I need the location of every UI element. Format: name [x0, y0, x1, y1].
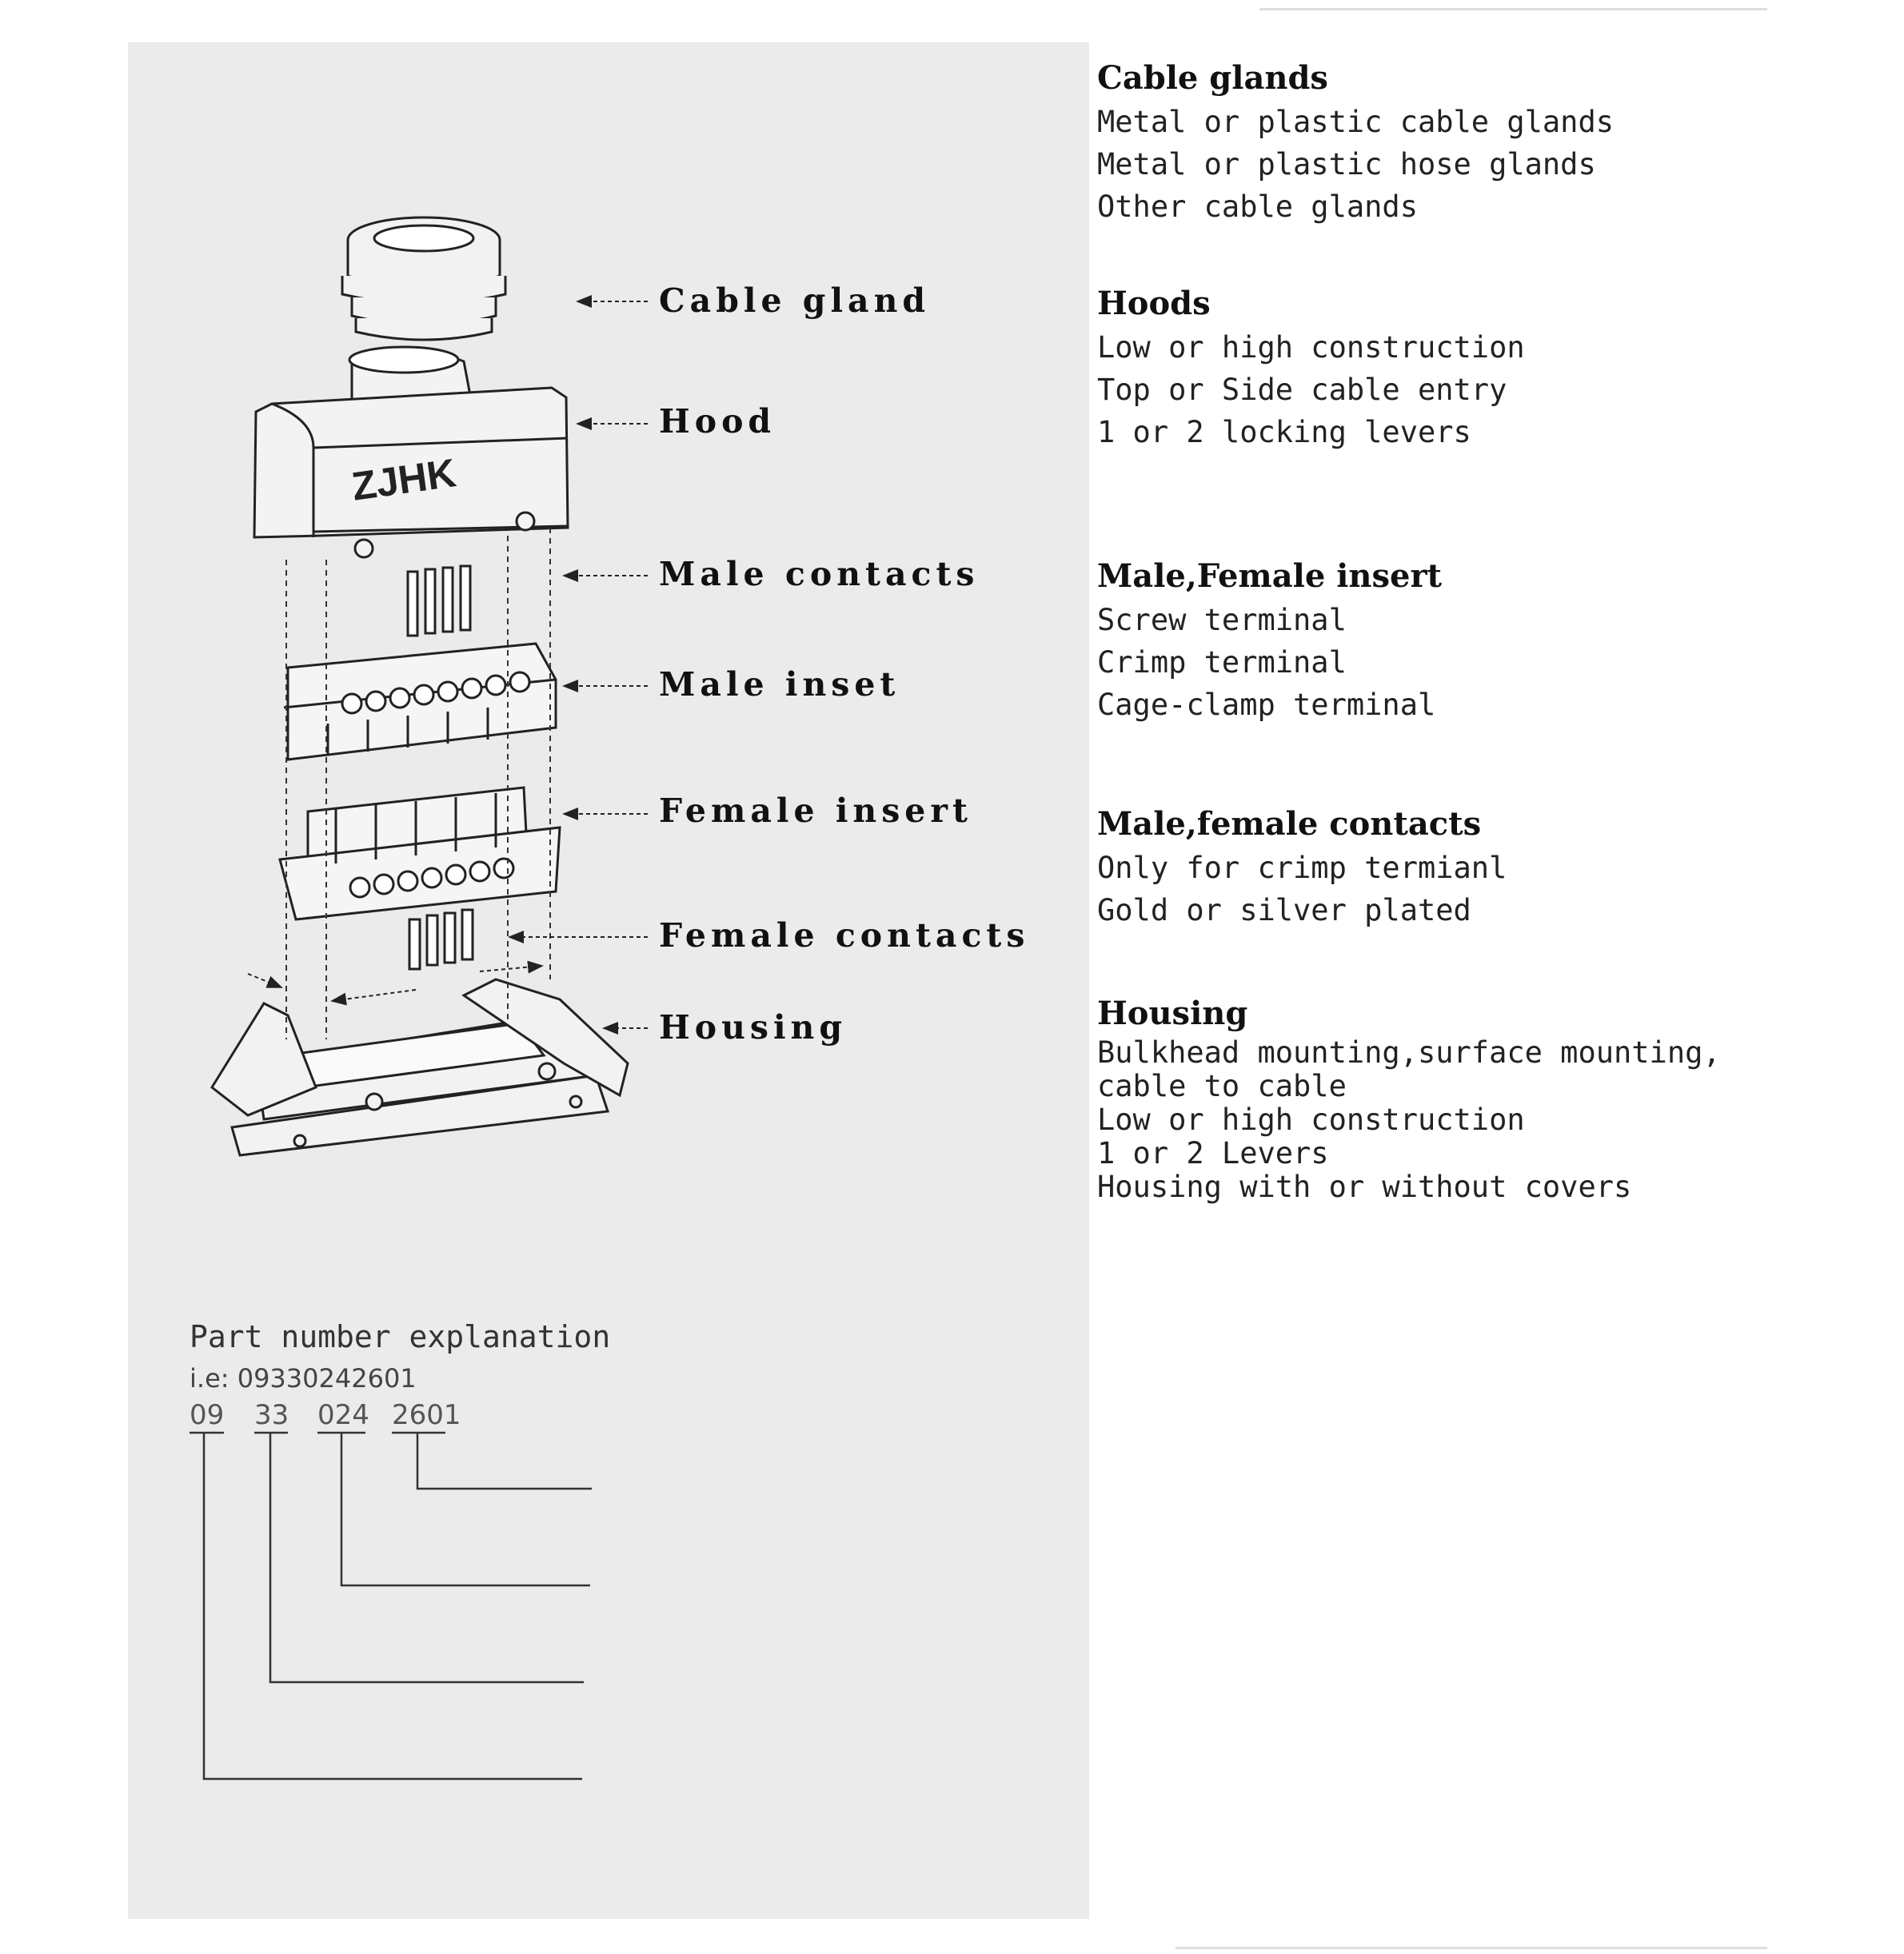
spec-cable-glands [1097, 56, 1614, 228]
spec-line: cable to cable [1097, 1069, 1347, 1103]
spec-line: Bulkhead mounting,surface mounting, [1097, 1035, 1721, 1070]
female-contacts-illustration [409, 910, 473, 969]
part-number-segment: 2601 [392, 1399, 461, 1431]
spec-line: Low or high construction [1097, 330, 1525, 365]
callout-hood: Hood [659, 402, 776, 441]
female-insert-illustration [280, 788, 560, 919]
spec-hoods [1097, 281, 1525, 453]
spec-line: Housing with or without covers [1097, 1170, 1632, 1204]
callout-housing: Housing [659, 1008, 848, 1047]
spec-line: Cage-clamp terminal [1097, 688, 1436, 722]
spec-line: Low or high construction [1097, 1103, 1525, 1137]
cable-gland-illustration [342, 217, 505, 340]
callout-female-insert: Female insert [659, 792, 972, 830]
callout-female-contacts: Female contacts [659, 916, 1030, 955]
part-number-example: i.e: 09330242601 [190, 1363, 417, 1394]
bottom-rule [1176, 1947, 1767, 1949]
part-number-segment: 024 [317, 1399, 369, 1431]
male-insert-illustration [284, 644, 556, 760]
part-number-segment: 33 [254, 1399, 289, 1431]
spec-line: Gold or silver plated [1097, 893, 1471, 927]
callout-cable-gland: Cable gland [659, 281, 931, 320]
spec-title: Housing [1097, 995, 1248, 1032]
spec-line: Other cable glands [1097, 189, 1418, 224]
callout-male-contacts: Male contacts [659, 555, 980, 593]
spec-line: Top or Side cable entry [1097, 373, 1507, 407]
male-contacts-illustration [408, 566, 470, 636]
spec-line: Only for crimp termianl [1097, 851, 1507, 885]
part-number-brackets [190, 1433, 592, 1779]
spec-inserts [1097, 554, 1442, 726]
spec-contacts [1097, 802, 1507, 931]
zjhk-logo: ZJHK [349, 450, 459, 509]
callout-male-inset: Male inset [659, 665, 900, 704]
spec-line: Screw terminal [1097, 603, 1347, 637]
housing-illustration [212, 979, 628, 1155]
spec-title: Cable glands [1097, 59, 1328, 97]
spec-line: 1 or 2 locking levers [1097, 415, 1471, 449]
part-number-title: Part number explanation [190, 1319, 611, 1354]
spec-line: Metal or plastic cable glands [1097, 105, 1615, 139]
spec-title: Male,Female insert [1097, 557, 1443, 595]
part-number-segment: 09 [190, 1399, 225, 1431]
hood-illustration [254, 347, 568, 557]
spec-line: 1 or 2 Levers [1097, 1136, 1329, 1170]
spec-title: Hoods [1097, 285, 1211, 322]
spec-line: Crimp terminal [1097, 645, 1347, 680]
spec-title: Male,female contacts [1097, 805, 1482, 843]
spec-housing [1097, 991, 1721, 1204]
spec-line: Metal or plastic hose glands [1097, 147, 1596, 181]
